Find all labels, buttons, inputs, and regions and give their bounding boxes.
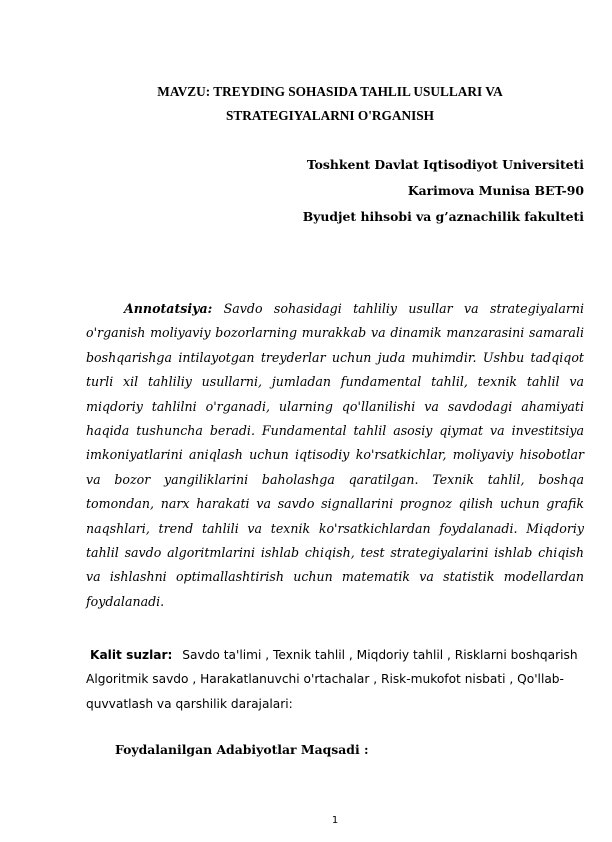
faculty-name: Byudjet hihsobi va g’aznachilik fakulteti [302,209,584,224]
abstract-paragraph [86,297,584,614]
title-line-1: MAVZU: TREYDING SOHASIDA TAHLIL USULLARI VA [157,84,503,99]
document-title [60,80,600,128]
page-number: 1 [331,815,339,826]
keywords-paragraph [86,643,586,716]
keywords-text: Savdo ta'limi , Texnik tahlil , Miqdoriy tahlil , Risklarni boshqarish Algoritmik savdo , Harakatlanuvchi o'rtachalar , Risk-mukofot nisbati , Qo'llab-quvvatlash va qarshilik darajalari: [86,648,578,711]
abstract-text: Savdo sohasidagi tahliliy usullar va strategiyalarni o'rganish moliyaviy bozorlarning murakkab va dinamik manzarasini samarali boshqarishga intilayotgan treyderlar uchun juda muhimdir. Ushbu tadqiqot turli xil tahliliy usullarni, jumladan fundamental tahlil, texnik tahlil va miqdoriy tahlilni o'rganadi, ularning qo'llanilishi va savdodagi ahamiyati haqida tushuncha beradi. Fundamental tahlil asosiy qiymat va investitsiya imkoniyatlarini aniqlash uchun iqtisodiy ko'rsatkichlar, moliyaviy hisobotlar va bozor yangiliklarini baholashga qaratilgan. Texnik tahlil, boshqa tomondan, narx harakati va savdo signallarini prognoz qilish uchun grafik naqshlari, trend tahlili va texnik ko'rsatkichlardan foydalanadi. Miqdoriy tahlil savdo algoritmlarini ishlab chiqish, test strategiyalarini ishlab chiqish va ishlashni optimallashtirish uchun matematik va statistik modellardan foydalanadi. [86,301,584,609]
abstract-label: Annotatsiya: [124,301,213,316]
university-name: Toshkent Davlat Iqtisodiyot Universiteti [306,157,584,172]
author-name: Karimova Munisa BET-90 [407,183,584,198]
author-block [164,152,584,230]
title-line-2: STRATEGIYALARNI O'RGANISH [226,108,434,123]
keywords-label: Kalit suzlar: [90,648,173,662]
references-heading: Foydalanilgan Adabiyotlar Maqsadi : [115,742,369,757]
